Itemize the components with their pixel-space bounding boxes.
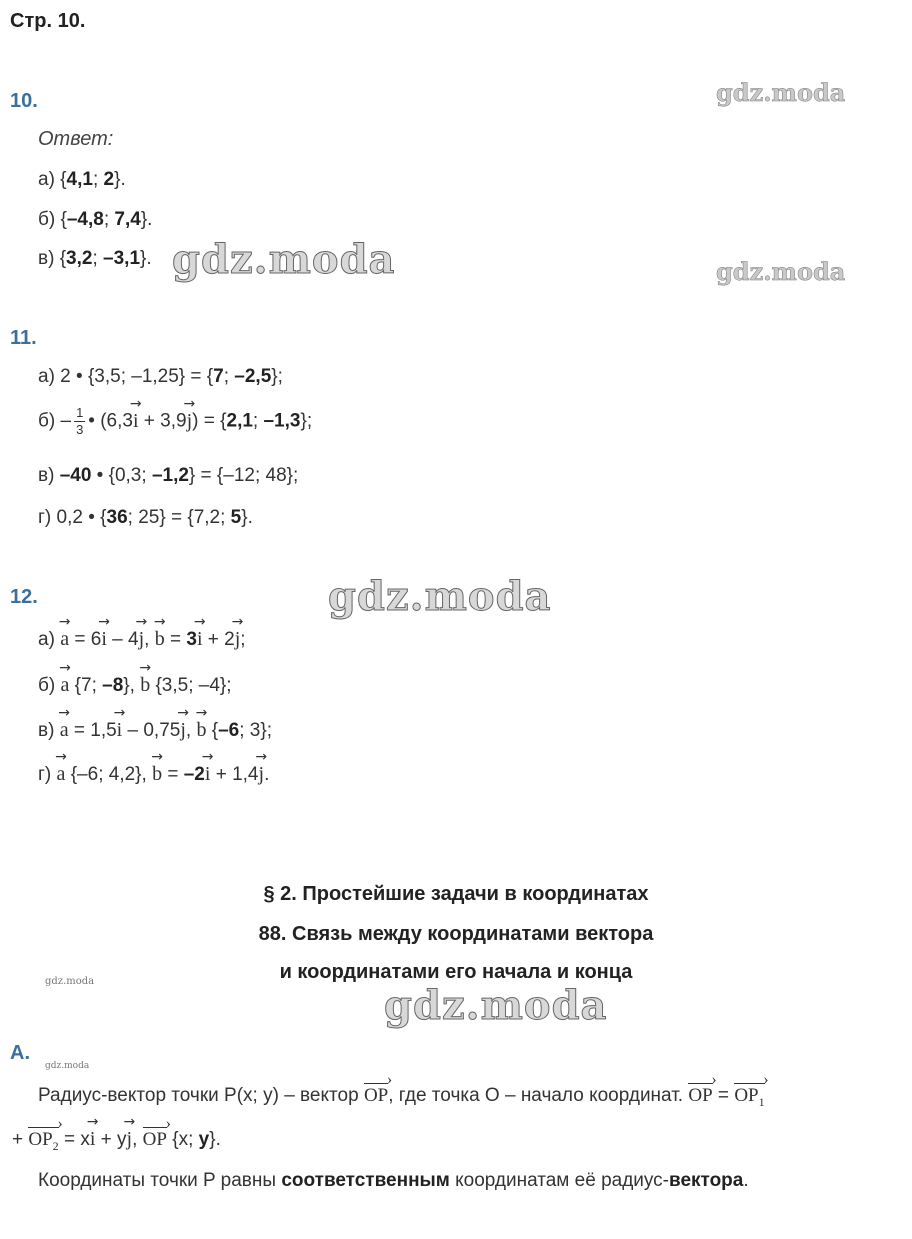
text-line: + $OP_2$ › = x → i + y → j, OP › {x; y}. [12, 1128, 221, 1154]
task-number: 12. [10, 586, 38, 608]
watermark-logo: gdz.moda [172, 236, 396, 283]
part-label: А. [10, 1042, 30, 1064]
vector-op2: $OP_2$ › [28, 1127, 58, 1150]
answer-line-b: б) {–4,8; 7,4}. [38, 209, 153, 230]
watermark-logo: gdz.moda [45, 976, 95, 987]
watermark-logo: gdz.moda [328, 573, 552, 620]
vector-b: → b [195, 705, 208, 741]
unit-vector-i: → i [201, 749, 214, 785]
page-title: Стр. 10. [10, 10, 86, 32]
answer-line-c: в) → a = 1,5 → i – 0,75 → j, → b {–6; 3}; [38, 705, 272, 741]
text-line: Радиус-вектор точки P(x; y) – вектор OP ›, где точка O – начало координат. OP › = $OP_1$ › [38, 1085, 765, 1110]
vector-a: → a [55, 749, 67, 785]
answer-line-c: в) –40 • {0,3; –1,2} = {–12; 48}; [38, 465, 299, 486]
unit-vector-j: → j [255, 749, 268, 785]
vector-b: → b [153, 614, 166, 650]
unit-vector-j: → j [177, 705, 189, 741]
unit-vector-i: → i [113, 705, 126, 741]
answer-line-c: в) {3,2; –3,1}. [38, 248, 152, 269]
vector-a: → a [58, 614, 71, 650]
text-line: Координаты точки P равны соответственным координатам её радиус-вектора. [38, 1170, 749, 1191]
unit-vector-i: → i [193, 614, 206, 650]
vector-a: → a [58, 705, 71, 741]
vector-b: → b [151, 749, 163, 785]
answer-label: Ответ: [38, 128, 114, 150]
vector-op: OP › [143, 1127, 167, 1150]
task-number: 10. [10, 90, 38, 112]
unit-vector-i: → i [86, 1114, 99, 1150]
answer-line-d: г) 0,2 • {36; 25} = {7,2; 5}. [38, 507, 253, 528]
vector-a: → a [59, 660, 71, 696]
answer-line-a: а) 2 • {3,5; –1,25} = {7; –2,5}; [38, 366, 283, 387]
watermark-logo: gdz.moda [716, 78, 846, 107]
answer-line-a: а) → a = 6 → i – 4 → j, → b = 3 → i + 2 → j; [38, 614, 246, 650]
watermark-logo: gdz.moda [716, 257, 846, 286]
section-subtitle: и координатами его начала и конца [279, 961, 633, 983]
unit-vector-j: → j [135, 614, 148, 650]
unit-vector-j: → j [183, 395, 196, 432]
fraction: $\frac{1}{3}$ [76, 405, 84, 437]
section-title: § 2. Простейшие задачи в координатах [263, 883, 649, 905]
unit-vector-i: → i [98, 614, 110, 650]
section-subtitle: 88. Связь между координатами вектора [258, 923, 654, 945]
answer-line-a: а) {4,1; 2}. [38, 169, 126, 190]
watermark-logo: gdz.moda [45, 1061, 90, 1071]
vector-op: OP › [688, 1083, 712, 1106]
vector-op: OP › [364, 1083, 388, 1106]
answer-line-b: б) – $\frac{1}{3}$ • (6,3 → i + 3,9 → j) = {2,1; –1,3}; [38, 395, 313, 437]
unit-vector-j: → j [231, 614, 244, 650]
unit-vector-i: → i [129, 395, 142, 432]
answer-line-b: б) → a {7; –8}, → b {3,5; –4}; [38, 660, 232, 696]
unit-vector-j: → j [123, 1114, 136, 1150]
task-number: 11. [10, 327, 37, 349]
watermark-logo: gdz.moda [384, 982, 608, 1029]
vector-b: → b [139, 660, 152, 696]
vector-op1: $OP_1$ › [734, 1083, 764, 1106]
answer-line-d: г) → a {–6; 4,2}, → b = –2 → i + 1,4 → j. [38, 749, 270, 785]
